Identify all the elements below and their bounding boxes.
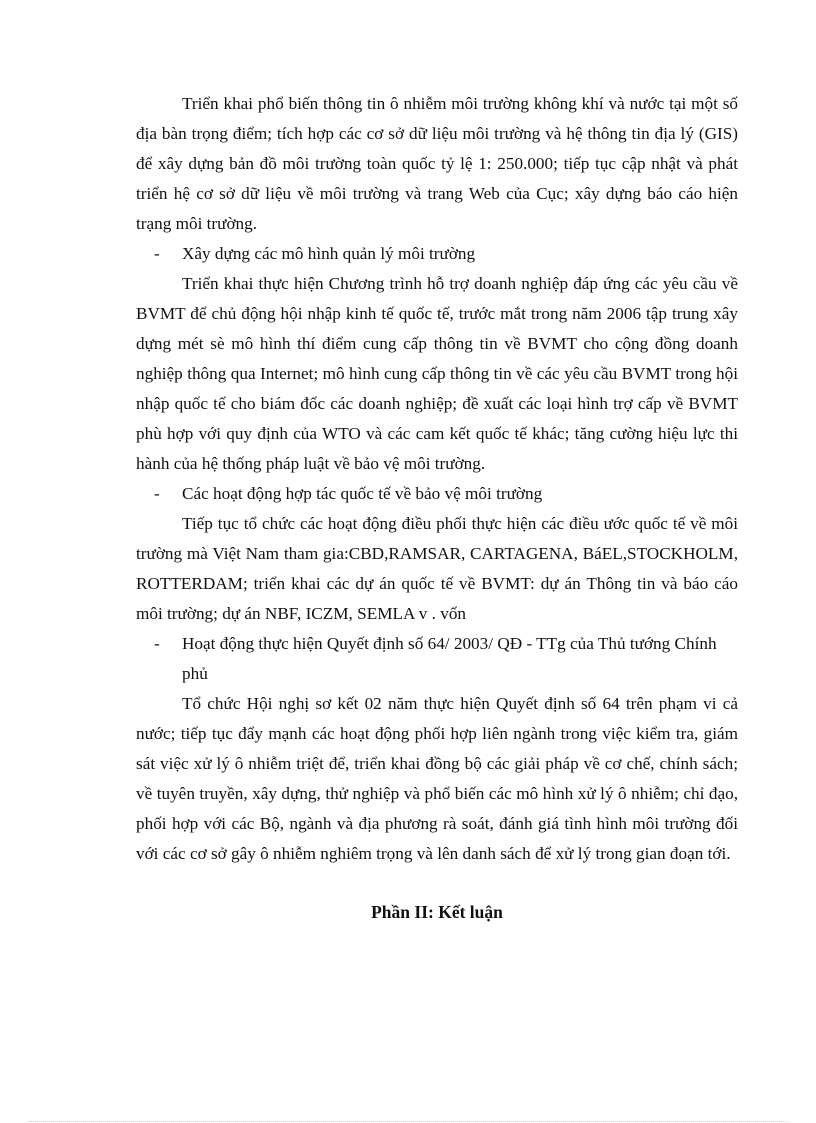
paragraph-conference-review: Tổ chức Hội nghị sơ kết 02 năm thực hiện Quyết định số 64 trên phạm vi cả nước; tiếp tục đẩy mạnh các hoạt động phối hợp liên ngành trong việc kiểm tra, giám sát việc xử lý ô nhiễm triệt để, triển khai đồng bộ các giải pháp về cơ chế, chính sách; về tuyên truyền, xây dựng, thử nghiệp và phổ biến các mô hình xử lý ô nhiễm; chỉ đạo, phối hợp với các Bộ, ngành và địa phương rà soát, đánh giá tình hình môi trường đối với các cơ sở gây ô nhiễm nghiêm trọng và lên danh sách để xử lý trong gian đoạn tới. bbox=[136, 694, 738, 863]
paragraph-gis-database: Triển khai phổ biến thông tin ô nhiễm môi trường không khí và nước tại một số địa bàn trọng điểm; tích hợp các cơ sở dữ liệu môi trường và hệ thông tin địa lý (GIS) để xây dựng bản đồ môi trường toàn quốc tỷ lệ 1: 250.000; tiếp tục cập nhật và phát triển hệ cơ sở dữ liệu về môi trường và trang Web của Cục; xây dựng báo cáo hiện trạng môi trường. bbox=[136, 94, 738, 233]
section-heading: Phần II: Kết luận bbox=[371, 902, 503, 922]
bullet-mark: - bbox=[154, 244, 160, 263]
paragraph-enterprise-support: Triển khai thực hiện Chương trình hỗ trợ doanh nghiệp đáp ứng các yêu cầu về BVMT để chủ động hội nhập kinh tế quốc tế, trước mắt trong năm 2006 tập trung xây dựng mét sè mô hình thí điểm cung cấp thông tin về BVMT cho cộng đồng doanh nghiệp thông qua Internet; mô hình cung cấp thông tin về các yêu cầu BVMT trong hội nhập quốc tế cho biám đốc các doanh nghiệp; đề xuất các loại hình trợ cấp về BVMT phù hợp với quy định của WTO và các cam kết quốc tế khác; tăng cường hiệu lực thi hành của hệ thống pháp luật về bảo vệ môi trường. bbox=[136, 274, 738, 473]
bullet-international-cooperation bbox=[136, 479, 738, 509]
bullet-text: Hoạt động thực hiện Quyết định số 64/ 2003/ QĐ - TTg của Thủ tướng Chính phủ bbox=[182, 634, 717, 683]
bullet-text: Các hoạt động hợp tác quốc tế về bảo vệ môi trường bbox=[182, 484, 543, 503]
bullet-environment-models bbox=[136, 239, 738, 269]
bullet-mark: - bbox=[154, 634, 160, 653]
bullet-mark: - bbox=[154, 484, 160, 503]
bullet-text: Xây dựng các mô hình quản lý môi trường bbox=[182, 244, 476, 263]
paragraph-international-treaties: Tiếp tục tổ chức các hoạt động điều phối thực hiện các điều ước quốc tế về môi trường mà Việt Nam tham gia:CBD,RAMSAR, CARTAGENA, BáEL,STOCKHOLM, ROTTERDAM; triển khai các dự án quốc tế về BVMT: dự án Thông tin và báo cáo môi trường; dự án NBF, ICZM, SEMLA v . vốn bbox=[136, 514, 738, 623]
document-body bbox=[136, 89, 738, 927]
bullet-decision-64 bbox=[136, 629, 738, 689]
page-bottom-rule bbox=[28, 1121, 788, 1122]
